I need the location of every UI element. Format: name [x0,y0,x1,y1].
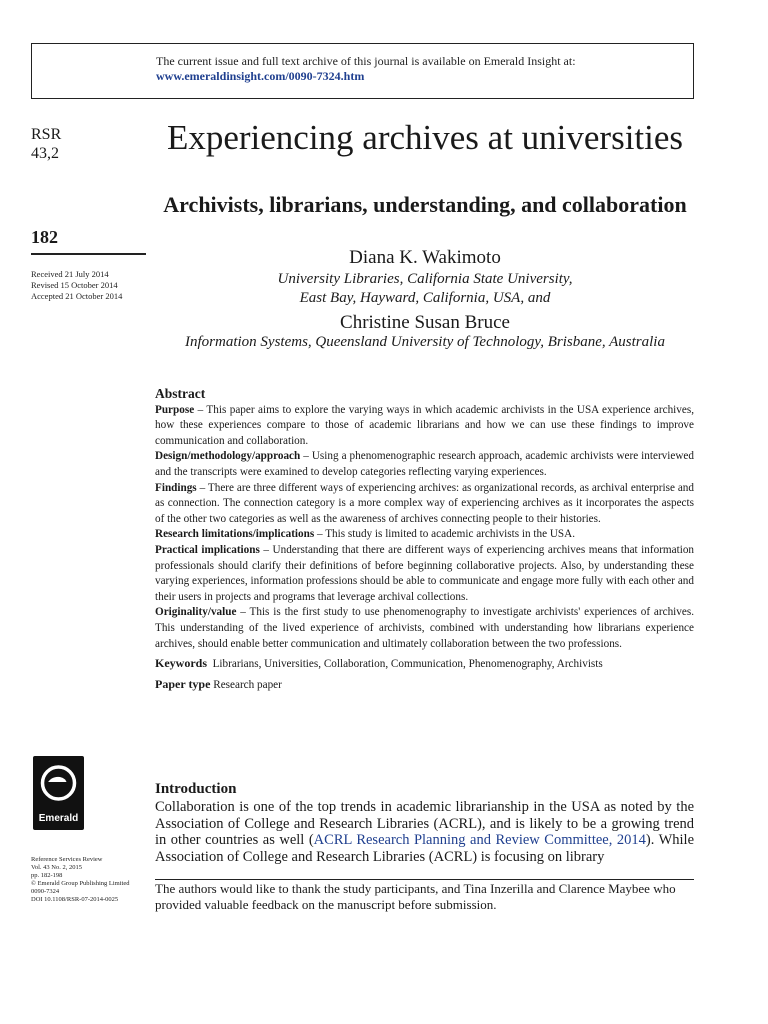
received-date: Received 21 July 2014 [31,269,109,279]
pub-line: © Emerald Group Publishing Limited [31,880,130,887]
publication-info [31,856,129,904]
section-text: – There are three different ways of experiencing archives: as organizational records, as archival enterprise and as connection. The connection category is a more complex way of experiencing archives as it incorporates the aspects of the other two categories as well as the awareness of archives connecting people to their histories. [155,481,694,525]
revised-date: Revised 15 October 2014 [31,280,118,290]
footnote-divider [155,879,694,880]
abstract-section [155,543,694,605]
pub-line: 0090-7324 [31,888,60,895]
emerald-logo [33,756,84,830]
section-label: Practical implications [155,543,260,556]
footnote-text: The authors would like to thank the study participants, and Tina Inzerilla and Clarence Maybee who provided valuable feedback on the manuscript before submission. [155,881,676,912]
section-label: Purpose [155,403,195,416]
paper-subtitle: Archivists, librarians, understanding, and collaboration [163,192,687,217]
pub-line: Reference Services Review [31,856,103,863]
section-label: Findings [155,481,197,494]
introduction-body [155,799,694,865]
author-affiliation: Information Systems, Queensland University of Technology, Brisbane, Australia [185,334,665,350]
abstract [155,386,694,693]
citation-link[interactable]: ACRL Research Planning and Review Committee, 2014 [313,832,646,848]
paper-type-label: Paper type [155,676,211,691]
abstract-section [155,403,694,450]
affiliation-line: East Bay, Hayward, California, USA, and [299,290,551,306]
paper-title: Experiencing archives at universities [166,118,684,157]
section-text: – This is the first study to use phenomenography to investigate archivists' experiences of archives. This understanding of the lived experience of archivists, combined with understanding how librarians experience archives, should enable better communication and ultimately collaboration between the two professions. [155,606,694,650]
keywords-label: Keywords [155,656,207,671]
paragraph-text: Collaboration is one of the top trends in academic librarianship in the USA as noted by the Association of College and Research Libraries (ACRL), and is likely to be a growing trend in other countries as well ( [155,799,694,848]
affiliation-line: University Libraries, California State University, [277,271,573,287]
abstract-section [155,449,694,480]
abstract-section [155,527,694,543]
author-name: Diana K. Wakimoto [349,247,501,268]
journal-banner [31,43,694,99]
introduction-heading: Introduction [155,781,237,797]
pub-line: Vol. 43 No. 2, 2015 [31,864,82,871]
section-text: – Using a phenomenographic research approach, academic archivists were interviewed and the transcripts were examined to develop categories reflecting varying experiences. [155,450,694,478]
section-text: – This paper aims to explore the varying ways in which academic archivists in the USA experience archives, how these experiences compare to those of academic librarians and how we can use these findings to improve communication and collaboration. [155,403,694,447]
section-label: Originality/value [155,606,237,619]
abstract-section [155,481,694,528]
journal-abbr: RSR [31,126,62,143]
acknowledgement-footnote [155,881,694,913]
page-number: 182 [31,227,58,247]
keywords [155,656,694,673]
section-text: – This study is limited to academic archivists in the USA. [314,528,576,541]
volume-issue: 43,2 [31,145,59,162]
paragraph [155,799,694,865]
accepted-date: Accepted 21 October 2014 [31,291,123,301]
keywords-list: Librarians, Universities, Collaboration, Communication, Phenomenography, Archivists [212,658,603,671]
author-name: Christine Susan Bruce [340,312,510,333]
journal-url-link[interactable]: www.emeraldinsight.com/0090-7324.htm [156,69,365,83]
abstract-section [155,605,694,652]
emerald-e-icon [33,756,84,812]
margin-divider [31,253,146,255]
section-label: Design/methodology/approach [155,450,301,463]
paper-type-value: Research paper [213,678,282,691]
logo-wordmark: Emerald [38,813,79,824]
author-affiliation [160,270,690,308]
paragraph-text: ). While Association of College and Research Libraries (ACRL) is focusing on library [155,832,695,865]
abstract-heading: Abstract [155,386,206,401]
section-text: – Understanding that there are different ways of experiencing archives means that information professionals should clarify their definitions of before beginning collaborative projects. Also, by understanding these varying experiences, information professions should be able to communicate and engage more fully with each other and their users in projects and programs that leverage archival collections. [155,543,695,603]
article-dates [31,269,122,302]
paper-type [155,677,694,694]
pub-line: pp. 182-198 [31,872,63,879]
banner-text: The current issue and full text archive of this journal is available on Emerald Insight at: [156,54,576,68]
section-label: Research limitations/implications [155,528,315,541]
doi-link[interactable]: DOI 10.1108/RSR-07-2014-0025 [31,896,119,903]
journal-code [31,125,61,163]
